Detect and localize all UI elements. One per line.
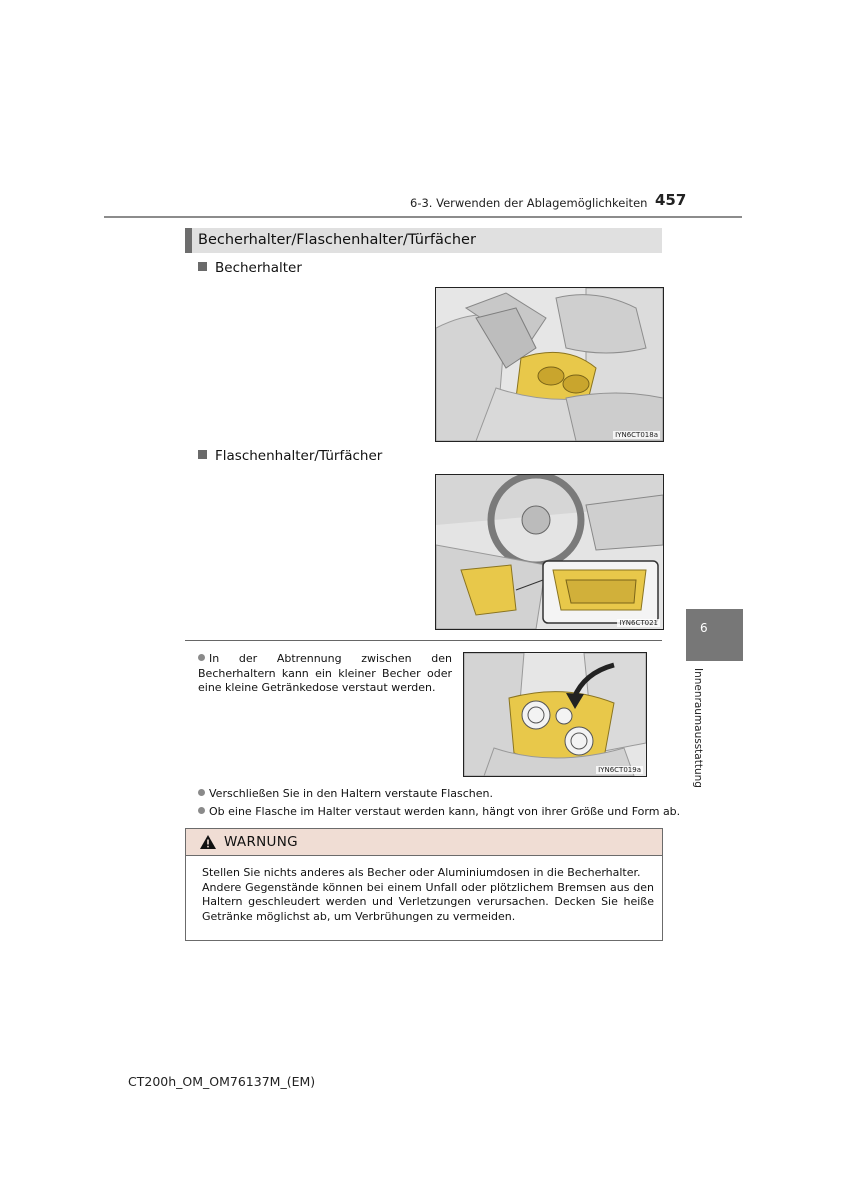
round-bullet-icon xyxy=(198,789,205,796)
figure-code: IYN6CT021 xyxy=(619,619,658,627)
round-bullet-icon xyxy=(198,807,205,814)
cup-holder-drawing xyxy=(436,288,663,441)
page-number: 457 xyxy=(655,191,687,209)
chapter-tab[interactable] xyxy=(686,609,743,661)
bullet-bottle-size xyxy=(198,805,680,820)
subsection-heading-bottle-holder xyxy=(198,448,382,464)
divider-note-text: In der Abtrennung zwischen den Becherhaltern kann ein kleiner Becher oder eine kleine Getränkedose verstaut werden. xyxy=(198,652,452,694)
subsection-heading-text: Flaschenhalter/Türfächer xyxy=(215,448,383,464)
round-bullet-icon xyxy=(198,654,205,661)
square-bullet-icon xyxy=(198,450,207,459)
warning-title: WARNUNG xyxy=(224,834,298,850)
warning-line-2: Andere Gegenstände können bei einem Unfall oder plötzlichem Bremsen aus den Haltern geschleudert werden und Verletzungen verursachen. Decken Sie heiße Getränke möglichst ab, um Verbrühungen zu vermeiden. xyxy=(202,880,654,923)
section-title: Becherhalter/Flaschenhalter/Türfächer xyxy=(198,232,476,248)
bullet-text: Verschließen Sie in den Haltern verstaute Flaschen. xyxy=(209,787,493,800)
square-bullet-icon xyxy=(198,262,207,271)
chapter-label: Innenraumausstattung xyxy=(692,668,704,788)
cup-divider-drawing xyxy=(464,653,646,776)
bullet-close-bottles xyxy=(198,787,493,802)
warning-line-1: Stellen Sie nichts anderes als Becher oder Aluminiumdosen in die Becherhalter. xyxy=(202,866,641,879)
content-divider xyxy=(185,640,662,641)
footer-code: CT200h_OM_OM76137M_(EM) xyxy=(128,1074,316,1089)
header-rule xyxy=(104,216,742,218)
bottle-holder-illustration xyxy=(435,474,664,630)
warning-triangle-icon xyxy=(200,835,216,849)
figure-code: IYN6CT018a xyxy=(615,431,658,439)
cup-divider-illustration xyxy=(463,652,647,777)
bottle-holder-drawing xyxy=(436,475,663,629)
bullet-text: Ob eine Flasche im Halter verstaut werden kann, hängt von ihrer Größe und Form ab. xyxy=(209,805,681,818)
subsection-heading-cup-holder xyxy=(198,260,302,276)
warning-box xyxy=(185,828,663,941)
chapter-number: 6 xyxy=(700,621,708,635)
section-title-marker xyxy=(185,228,192,253)
warning-header xyxy=(186,829,662,856)
warning-body xyxy=(202,866,654,924)
divider-note xyxy=(198,652,452,696)
figure-code: IYN6CT019a xyxy=(598,766,641,774)
running-header: 6-3. Verwenden der Ablagemöglichkeiten xyxy=(410,196,648,210)
subsection-heading-text: Becherhalter xyxy=(215,260,302,276)
cup-holder-illustration xyxy=(435,287,664,442)
